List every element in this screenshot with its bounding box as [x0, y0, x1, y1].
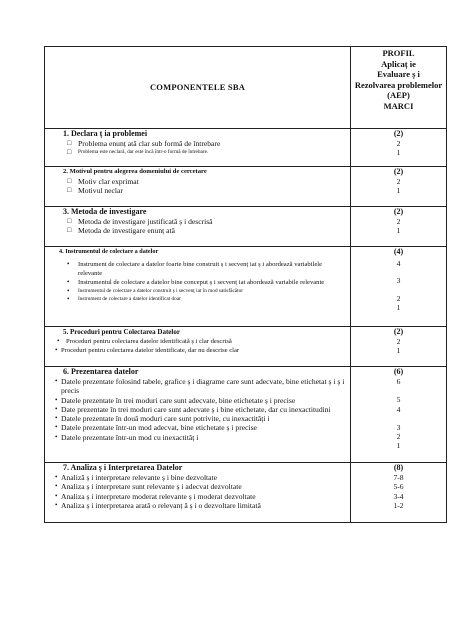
section-title: 4. Instrumentul de colectare a datelor	[59, 248, 159, 255]
criterion-score: 3	[396, 276, 401, 286]
criterion-score: 1-2	[393, 500, 404, 510]
criterion-item	[45, 377, 350, 396]
criterion-text: Date prezentate în trei moduri care sunt adecvate ș i bine etichetate, dar cu inexactitudini	[61, 404, 331, 414]
section-row	[45, 327, 447, 367]
criterion-score: 1	[396, 226, 401, 236]
criterion-item	[45, 217, 350, 226]
bullet-dot-icon: •	[55, 473, 58, 481]
section-total: (4)	[393, 247, 404, 256]
criterion-score: 2	[396, 293, 401, 303]
section-title: 6. Prezentarea datelor	[63, 367, 139, 376]
criterion-item	[45, 396, 350, 405]
bullet-dot-icon: •	[67, 295, 70, 303]
checkbox-bullet-icon: □	[67, 139, 72, 147]
criterion-item	[45, 423, 350, 432]
section-score-cell	[351, 167, 447, 207]
criterion-text: Problema este neclară, dar este încă într-o formă de întrebare.	[78, 149, 209, 156]
bullet-dot-icon: •	[55, 404, 58, 413]
criterion-text: Analiză ș i interpretare relevante ș i bine dezvoltate	[61, 473, 218, 482]
profile-line: PROFIL	[382, 48, 415, 58]
criterion-text: Datele prezentate în trei moduri care sunt adecvate, bine etichetate ș i precise	[61, 395, 296, 405]
criterion-item	[45, 287, 350, 295]
section-title: 1. Declara ț ia problemei	[63, 129, 148, 138]
sba-rubric-table	[44, 46, 447, 523]
criterion-score: 4	[396, 259, 401, 268]
section-content-cell	[45, 367, 351, 463]
bullet-dot-icon: •	[55, 423, 58, 432]
criterion-score: 1	[396, 441, 401, 451]
section-total: (6)	[393, 367, 404, 376]
section-total: (8)	[393, 463, 404, 472]
profile-line: Rezolvarea problemelor	[354, 79, 443, 90]
bullet-dot-icon: •	[55, 491, 58, 500]
criterion-item	[45, 148, 350, 156]
section-score-cell	[351, 463, 447, 523]
section-score-cell	[351, 327, 447, 367]
criterion-score: 1	[396, 302, 401, 312]
bullet-dot-icon: •	[55, 432, 58, 441]
criterion-score: 7-8	[393, 473, 404, 482]
bullet-dot-icon: •	[67, 260, 70, 268]
section-content-cell	[45, 129, 351, 167]
bullet-dot-icon: •	[55, 395, 58, 404]
criterion-item	[45, 492, 350, 501]
section-row	[45, 463, 447, 523]
criterion-text: Motiv clar exprimat	[78, 177, 139, 186]
criterion-text: Analiza ș i interpretare sunt relevante ș i adecvat dezvoltate	[61, 482, 242, 492]
bullet-dot-icon: •	[55, 377, 58, 385]
criterion-score: 1	[396, 346, 401, 356]
criterion-score: 1	[396, 186, 401, 196]
criterion-text: Motivul neclar	[78, 186, 123, 196]
criterion-text: Metoda de investigare enunț ată	[78, 226, 175, 236]
criterion-text: Problema enunț ată clar sub formă de întrebare	[78, 139, 221, 148]
section-title: 5. Proceduri pentru Colectarea Datelor	[63, 328, 180, 336]
criterion-score: 2	[396, 337, 401, 346]
criterion-text: Instrument de colectare a datelor identificat doar	[78, 296, 181, 302]
section-row	[45, 367, 447, 463]
checkbox-bullet-icon: □	[67, 177, 72, 185]
criterion-item	[45, 295, 350, 303]
criterion-score: 3	[396, 422, 401, 432]
criterion-score: 2	[396, 177, 401, 186]
criterion-text: Analiza ș i interpretarea arată o relevanț ă ș i o dezvoltare limitată	[61, 500, 261, 510]
section-title: 7. Analiza ș i Interpretarea Datelor	[63, 463, 183, 472]
header-left-cell	[45, 47, 351, 129]
section-content-cell	[45, 463, 351, 523]
criterion-text: Datele prezentate într-un mod adecvat, bine etichetate ș i precise	[61, 423, 257, 433]
criterion-item	[45, 482, 350, 491]
criterion-text: Metoda de investigare justificată ș i descrisă	[78, 217, 213, 226]
criterion-item	[45, 226, 350, 235]
section-score-cell	[351, 129, 447, 167]
section-content-cell	[45, 207, 351, 247]
criterion-score: 1	[396, 148, 401, 158]
checkbox-bullet-icon: □	[67, 148, 72, 157]
profile-line: (AEP)	[387, 90, 410, 101]
bullet-dot-icon: •	[67, 287, 70, 295]
section-total: (2)	[393, 167, 404, 176]
criterion-score: 5-6	[393, 482, 404, 492]
section-title: 3. Metoda de investigare	[63, 207, 147, 216]
section-row	[45, 207, 447, 247]
criterion-text: Datele prezentate folosind tabele, grafice ș i diagrame care sunt adecvate, bine etichetat ș i ș i precis	[61, 377, 345, 396]
section-row	[45, 247, 447, 327]
criterion-item	[45, 278, 350, 287]
table-header-row	[45, 47, 447, 129]
section-content-cell	[45, 247, 351, 327]
profile-line: MARCI	[383, 100, 414, 111]
bullet-dot-icon: •	[55, 414, 58, 423]
header-right-cell	[351, 47, 447, 129]
criterion-item	[45, 177, 350, 186]
bullet-dot-icon: •	[55, 500, 58, 509]
criterion-item	[45, 414, 350, 423]
bullet-dot-icon: •	[55, 482, 58, 491]
criterion-score: 3-4	[393, 491, 404, 501]
section-score-cell	[351, 367, 447, 463]
criterion-score: 4	[396, 404, 401, 414]
section-content-cell	[45, 327, 351, 367]
components-heading: COMPONENTELE SBA	[149, 82, 246, 92]
bullet-dot-icon: •	[67, 278, 70, 286]
criterion-text: Instrumentul de colectare a datelor construit ș i secvenț iat în mod satisfăcător	[78, 288, 244, 294]
criterion-score: 2	[396, 217, 401, 226]
bullet-dot-icon: •	[55, 346, 58, 354]
criterion-text: Proceduri pentru colectarea datelor identificată ș i clar descrisă	[66, 338, 232, 345]
criterion-score: 5	[396, 395, 401, 405]
section-score-cell	[351, 247, 447, 327]
section-total: (2)	[393, 207, 404, 216]
criterion-item	[45, 139, 350, 148]
criterion-text: Instrumentul de colectare a datelor bine conceput ș i secvenț iat abordează variabile relevante	[78, 279, 325, 286]
section-row	[45, 167, 447, 207]
section-content-cell	[45, 167, 351, 207]
criterion-text: Datele prezentate într-un mod cu inexactităț i	[61, 432, 199, 442]
criterion-item	[45, 337, 350, 346]
criterion-text: Analiza ș i interpretare moderat relevante ș i moderat dezvoltate	[61, 491, 256, 501]
profile-heading	[351, 47, 446, 128]
criterion-score: 2	[396, 432, 401, 442]
criterion-text: Instrument de colectare a datelor foarte bine construit ș i secvenț iat ș i abordează variabilele relevante	[78, 261, 323, 277]
checkbox-bullet-icon: □	[67, 217, 72, 225]
checkbox-bullet-icon: □	[67, 226, 72, 235]
criterion-item	[45, 346, 350, 355]
criterion-item	[45, 501, 350, 510]
criterion-item	[45, 186, 350, 195]
criterion-text: Proceduri pentru colectarea datelor identificate, dar nu descrise clar	[61, 347, 240, 354]
criterion-item	[45, 405, 350, 414]
criterion-score: 6	[396, 377, 401, 386]
criterion-item	[45, 260, 350, 278]
criterion-score: 2	[396, 139, 401, 148]
section-score-cell	[351, 207, 447, 247]
section-total: (2)	[393, 327, 404, 336]
criterion-text: Datele prezentate în două moduri care sunt potrivite, cu inexactități i	[61, 414, 270, 424]
checkbox-bullet-icon: □	[67, 186, 72, 195]
profile-line: Evaluare ș i	[377, 69, 420, 80]
section-total: (2)	[393, 129, 404, 138]
bullet-dot-icon: •	[57, 337, 60, 345]
section-row	[45, 129, 447, 167]
section-title: 2. Motivul pentru alegerea domeniului de cercetare	[63, 168, 207, 175]
criterion-item	[45, 433, 350, 442]
criterion-item	[45, 473, 350, 482]
profile-line: Aplicaț ie	[381, 58, 416, 69]
